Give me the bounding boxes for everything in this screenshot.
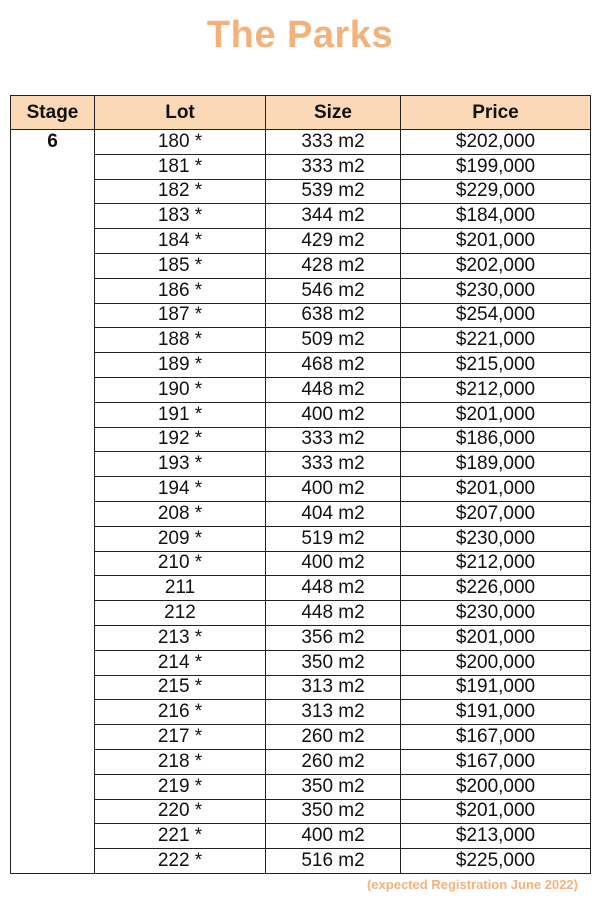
lot-cell: 193 *	[95, 452, 266, 477]
size-cell: 350 m2	[266, 650, 401, 675]
lot-cell: 209 *	[95, 526, 266, 551]
price-cell: $191,000	[401, 700, 591, 725]
table-row	[11, 650, 591, 675]
stage-cell	[11, 328, 95, 353]
size-cell: 448 m2	[266, 576, 401, 601]
stage-cell	[11, 452, 95, 477]
price-cell: $212,000	[401, 551, 591, 576]
stage-cell	[11, 477, 95, 502]
lot-cell: 215 *	[95, 675, 266, 700]
price-cell: $189,000	[401, 452, 591, 477]
table-row	[11, 700, 591, 725]
price-cell: $212,000	[401, 377, 591, 402]
stage-cell	[11, 774, 95, 799]
table-row	[11, 303, 591, 328]
table-row	[11, 526, 591, 551]
table-row	[11, 427, 591, 452]
table-row	[11, 501, 591, 526]
table-row	[11, 625, 591, 650]
size-cell: 344 m2	[266, 204, 401, 229]
stage-cell	[11, 229, 95, 254]
stage-cell	[11, 402, 95, 427]
table-row	[11, 675, 591, 700]
price-cell: $199,000	[401, 154, 591, 179]
stage-cell	[11, 278, 95, 303]
table-row	[11, 551, 591, 576]
stage-cell	[11, 601, 95, 626]
price-cell: $201,000	[401, 477, 591, 502]
stage-cell: 6	[11, 130, 95, 155]
size-cell: 448 m2	[266, 601, 401, 626]
price-cell: $202,000	[401, 253, 591, 278]
header-price: Price	[401, 96, 591, 130]
table-row	[11, 130, 591, 155]
table-row	[11, 154, 591, 179]
table-row	[11, 377, 591, 402]
price-cell: $201,000	[401, 799, 591, 824]
stage-cell	[11, 675, 95, 700]
size-cell: 400 m2	[266, 477, 401, 502]
lot-cell: 181 *	[95, 154, 266, 179]
header-row	[11, 96, 591, 130]
table-row	[11, 824, 591, 849]
header-size: Size	[266, 96, 401, 130]
lot-cell: 222 *	[95, 849, 266, 874]
table-row	[11, 849, 591, 874]
size-cell: 509 m2	[266, 328, 401, 353]
size-cell: 313 m2	[266, 700, 401, 725]
price-cell: $184,000	[401, 204, 591, 229]
size-cell: 313 m2	[266, 675, 401, 700]
price-cell: $186,000	[401, 427, 591, 452]
lot-cell: 216 *	[95, 700, 266, 725]
price-cell: $201,000	[401, 625, 591, 650]
table-row	[11, 204, 591, 229]
table-row	[11, 353, 591, 378]
price-cell: $191,000	[401, 675, 591, 700]
table-header	[11, 96, 591, 130]
price-cell: $213,000	[401, 824, 591, 849]
size-cell: 260 m2	[266, 749, 401, 774]
table-row	[11, 774, 591, 799]
lot-cell: 191 *	[95, 402, 266, 427]
lot-cell: 187 *	[95, 303, 266, 328]
size-cell: 400 m2	[266, 402, 401, 427]
price-cell: $230,000	[401, 526, 591, 551]
stage-cell	[11, 253, 95, 278]
size-cell: 546 m2	[266, 278, 401, 303]
stage-cell	[11, 501, 95, 526]
size-cell: 400 m2	[266, 551, 401, 576]
header-stage: Stage	[11, 96, 95, 130]
size-cell: 333 m2	[266, 154, 401, 179]
lot-cell: 183 *	[95, 204, 266, 229]
lot-cell: 185 *	[95, 253, 266, 278]
stage-cell	[11, 849, 95, 874]
table-row	[11, 402, 591, 427]
stage-cell	[11, 154, 95, 179]
price-cell: $202,000	[401, 130, 591, 155]
size-cell: 400 m2	[266, 824, 401, 849]
table-row	[11, 749, 591, 774]
lot-cell: 190 *	[95, 377, 266, 402]
price-cell: $167,000	[401, 725, 591, 750]
stage-cell	[11, 353, 95, 378]
lot-cell: 210 *	[95, 551, 266, 576]
stage-cell	[11, 625, 95, 650]
stage-cell	[11, 526, 95, 551]
table-row	[11, 452, 591, 477]
lot-cell: 217 *	[95, 725, 266, 750]
lot-cell: 211	[95, 576, 266, 601]
stage-cell	[11, 650, 95, 675]
lot-cell: 184 *	[95, 229, 266, 254]
lot-cell: 188 *	[95, 328, 266, 353]
size-cell: 260 m2	[266, 725, 401, 750]
stage-cell	[11, 179, 95, 204]
stage-cell	[11, 303, 95, 328]
price-cell: $226,000	[401, 576, 591, 601]
size-cell: 448 m2	[266, 377, 401, 402]
registration-note: (expected Registration June 2022)	[367, 877, 578, 892]
price-cell: $207,000	[401, 501, 591, 526]
lot-cell: 192 *	[95, 427, 266, 452]
price-cell: $221,000	[401, 328, 591, 353]
size-cell: 429 m2	[266, 229, 401, 254]
table-row	[11, 601, 591, 626]
stage-cell	[11, 377, 95, 402]
stage-cell	[11, 551, 95, 576]
lot-cell: 208 *	[95, 501, 266, 526]
stage-cell	[11, 204, 95, 229]
size-cell: 356 m2	[266, 625, 401, 650]
size-cell: 468 m2	[266, 353, 401, 378]
table-row	[11, 477, 591, 502]
table-row	[11, 229, 591, 254]
price-cell: $201,000	[401, 402, 591, 427]
table-row	[11, 799, 591, 824]
header-lot: Lot	[95, 96, 266, 130]
stage-cell	[11, 824, 95, 849]
table-row	[11, 328, 591, 353]
size-cell: 350 m2	[266, 774, 401, 799]
lot-cell: 218 *	[95, 749, 266, 774]
lot-cell: 194 *	[95, 477, 266, 502]
stage-cell	[11, 700, 95, 725]
stage-cell	[11, 725, 95, 750]
price-cell: $230,000	[401, 601, 591, 626]
price-cell: $230,000	[401, 278, 591, 303]
lot-cell: 212	[95, 601, 266, 626]
price-cell: $215,000	[401, 353, 591, 378]
table-row	[11, 278, 591, 303]
size-cell: 519 m2	[266, 526, 401, 551]
size-cell: 638 m2	[266, 303, 401, 328]
page-title: The Parks	[206, 14, 394, 56]
lot-cell: 214 *	[95, 650, 266, 675]
size-cell: 428 m2	[266, 253, 401, 278]
lot-cell: 221 *	[95, 824, 266, 849]
size-cell: 333 m2	[266, 427, 401, 452]
table-row	[11, 179, 591, 204]
stage-cell	[11, 576, 95, 601]
size-cell: 404 m2	[266, 501, 401, 526]
stage-cell	[11, 749, 95, 774]
table-row	[11, 253, 591, 278]
lot-cell: 189 *	[95, 353, 266, 378]
price-cell: $201,000	[401, 229, 591, 254]
price-cell: $200,000	[401, 650, 591, 675]
size-cell: 516 m2	[266, 849, 401, 874]
price-cell: $200,000	[401, 774, 591, 799]
lot-cell: 182 *	[95, 179, 266, 204]
lots-table	[10, 95, 591, 874]
stage-cell	[11, 799, 95, 824]
lot-cell: 186 *	[95, 278, 266, 303]
lot-cell: 220 *	[95, 799, 266, 824]
size-cell: 333 m2	[266, 452, 401, 477]
size-cell: 350 m2	[266, 799, 401, 824]
lot-cell: 180 *	[95, 130, 266, 155]
price-cell: $225,000	[401, 849, 591, 874]
size-cell: 539 m2	[266, 179, 401, 204]
price-cell: $254,000	[401, 303, 591, 328]
lot-cell: 219 *	[95, 774, 266, 799]
table-row	[11, 576, 591, 601]
table-body	[11, 130, 591, 874]
lot-cell: 213 *	[95, 625, 266, 650]
price-cell: $167,000	[401, 749, 591, 774]
table-row	[11, 725, 591, 750]
stage-cell	[11, 427, 95, 452]
size-cell: 333 m2	[266, 130, 401, 155]
price-cell: $229,000	[401, 179, 591, 204]
